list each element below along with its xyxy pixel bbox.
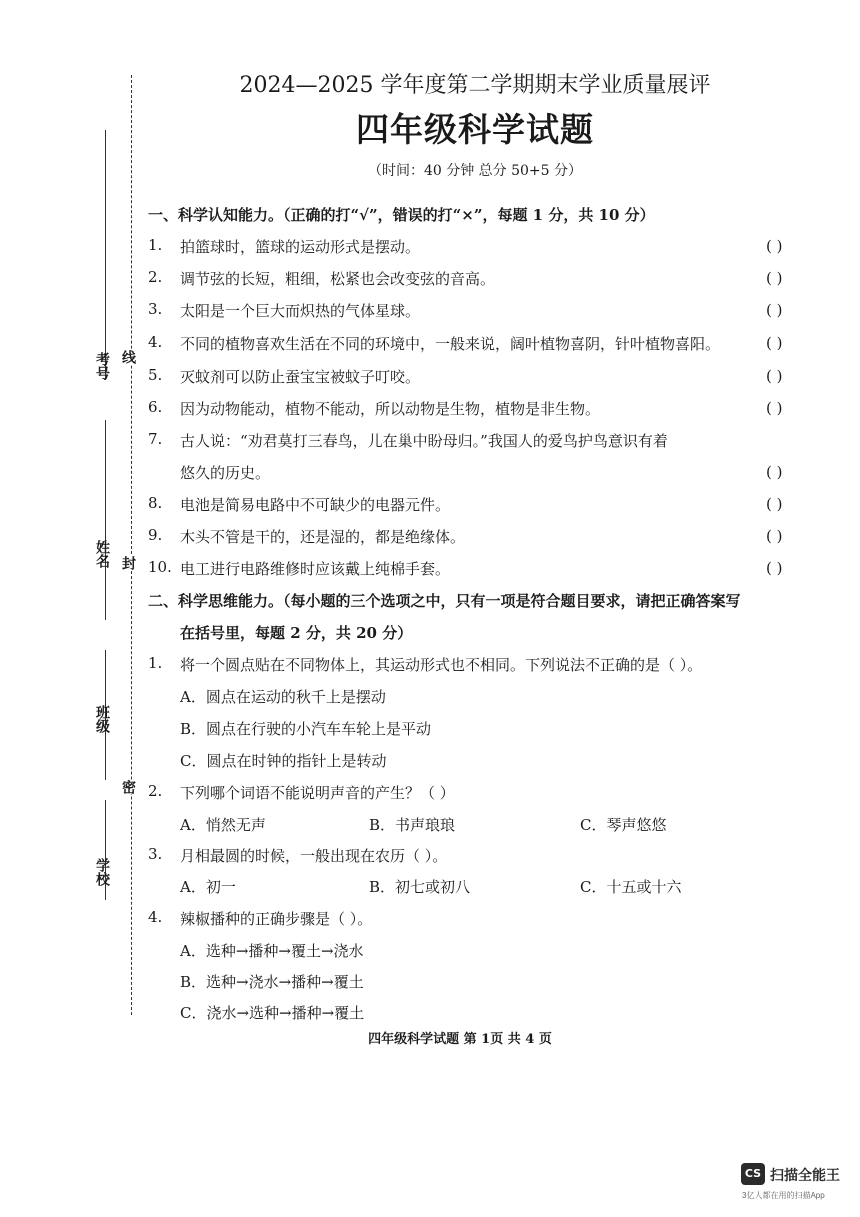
item-number: 3. — [148, 300, 163, 318]
question-text: 下列哪个词语不能说明声音的产生？（ ） — [180, 784, 455, 802]
option-c: C．琴声悠悠 — [580, 816, 667, 834]
exam-title-line1: 2024—2025 学年度第二学期期末学业质量展评 — [239, 73, 711, 98]
page-footer: 四年级科学试题 第 1页 共 4 页 — [368, 1032, 552, 1047]
exam-no-label: 考号 — [94, 352, 110, 380]
item-number: 1. — [148, 236, 163, 254]
answer-parentheses[interactable]: ( ) — [766, 301, 783, 319]
item-number: 4. — [148, 333, 163, 351]
name-label: 姓名 — [94, 540, 110, 568]
option-b: B．选种→浇水→播种→覆土 — [180, 973, 364, 991]
scanner-app-logo-icon: CS — [741, 1163, 765, 1185]
scanner-app-name: 扫描全能王 — [770, 1167, 840, 1183]
question-number: 4. — [148, 908, 163, 926]
item-number: 8. — [148, 494, 163, 512]
option-c: C．圆点在时钟的指针上是转动 — [180, 752, 387, 770]
answer-parentheses[interactable]: ( ) — [766, 237, 783, 255]
exam-subtitle: （时间：40 分钟 总分 50+5 分） — [367, 163, 583, 179]
answer-parentheses[interactable]: ( ) — [766, 527, 783, 545]
option-a: A．初一 — [180, 878, 236, 896]
item-number: 7. — [148, 430, 163, 448]
answer-parentheses[interactable]: ( ) — [766, 495, 783, 513]
seal-line-char: 线 — [120, 350, 136, 364]
item-text: 电池是简易电路中不可缺少的电器元件。 — [180, 496, 451, 514]
answer-parentheses[interactable]: ( ) — [766, 463, 783, 481]
name-blank-line — [105, 420, 106, 620]
option-c: C．浇水→选种→播种→覆土 — [180, 1004, 365, 1022]
exam-title-line2: 四年级科学试题 — [356, 110, 594, 149]
option-b: B．书声琅琅 — [369, 816, 456, 834]
section1-heading: 一、科学认知能力。（正确的打“√”，错误的打“×”，每题 1 分，共 10 分） — [148, 206, 655, 224]
item-text: 古人说：“劝君莫打三春鸟，儿在巢中盼母归。”我国人的爱鸟护鸟意识有着 — [180, 432, 668, 450]
item-number: 5. — [148, 366, 163, 384]
item-text: 木头不管是干的，还是湿的，都是绝缘体。 — [180, 528, 466, 546]
item-text-continued: 悠久的历史。 — [180, 464, 271, 482]
option-a: A．圆点在运动的秋千上是摆动 — [180, 688, 386, 706]
item-number: 9. — [148, 526, 163, 544]
option-b: B．初七或初八 — [369, 878, 471, 896]
section2-heading: 二、科学思维能力。（每小题的三个选项之中，只有一项是符合题目要求，请把正确答案写 — [148, 592, 741, 610]
answer-parentheses[interactable]: ( ) — [766, 559, 783, 577]
answer-parentheses[interactable]: ( ) — [766, 334, 783, 352]
answer-parentheses[interactable]: ( ) — [766, 399, 783, 417]
item-number: 2. — [148, 268, 163, 286]
item-number: 6. — [148, 398, 163, 416]
answer-parentheses[interactable]: ( ) — [766, 269, 783, 287]
option-b: B．圆点在行驶的小汽车车轮上是平动 — [180, 720, 432, 738]
item-text: 不同的植物喜欢生活在不同的环境中，一般来说，阔叶植物喜阴，针叶植物喜阳。 — [180, 335, 721, 353]
seal-close-char: 密 — [120, 780, 136, 794]
option-c: C．十五或十六 — [580, 878, 682, 896]
question-number: 3. — [148, 845, 163, 863]
question-text: 月相最圆的时候，一般出现在农历（ ）。 — [180, 847, 448, 865]
option-a: A．悄然无声 — [180, 816, 266, 834]
question-text: 将一个圆点贴在不同物体上，其运动形式也不相同。下列说法不正确的是（ ）。 — [180, 656, 703, 674]
item-text: 调节弦的长短，粗细，松紧也会改变弦的音高。 — [180, 270, 496, 288]
school-label: 学校 — [94, 858, 110, 886]
item-text: 拍篮球时，篮球的运动形式是摆动。 — [180, 238, 421, 256]
item-number: 10. — [148, 558, 172, 576]
scanner-app-slogan: 3亿人都在用的扫描App — [742, 1191, 825, 1200]
question-number: 1. — [148, 654, 163, 672]
question-number: 2. — [148, 782, 163, 800]
class-label: 班级 — [94, 705, 110, 733]
item-text: 灭蚊剂可以防止蚕宝宝被蚊子叮咬。 — [180, 368, 421, 386]
item-text: 因为动物能动，植物不能动，所以动物是生物，植物是非生物。 — [180, 400, 601, 418]
binding-dashed-line — [131, 75, 132, 1015]
item-text: 太阳是一个巨大而炽热的气体星球。 — [180, 302, 421, 320]
answer-parentheses[interactable]: ( ) — [766, 367, 783, 385]
section2-heading-continued: 在括号里，每题 2 分，共 20 分） — [180, 624, 413, 642]
question-text: 辣椒播种的正确步骤是（ ）。 — [180, 910, 373, 928]
option-a: A．选种→播种→覆土→浇水 — [180, 942, 364, 960]
seal-seal-char: 封 — [120, 556, 136, 570]
item-text: 电工进行电路维修时应该戴上纯棉手套。 — [180, 560, 451, 578]
